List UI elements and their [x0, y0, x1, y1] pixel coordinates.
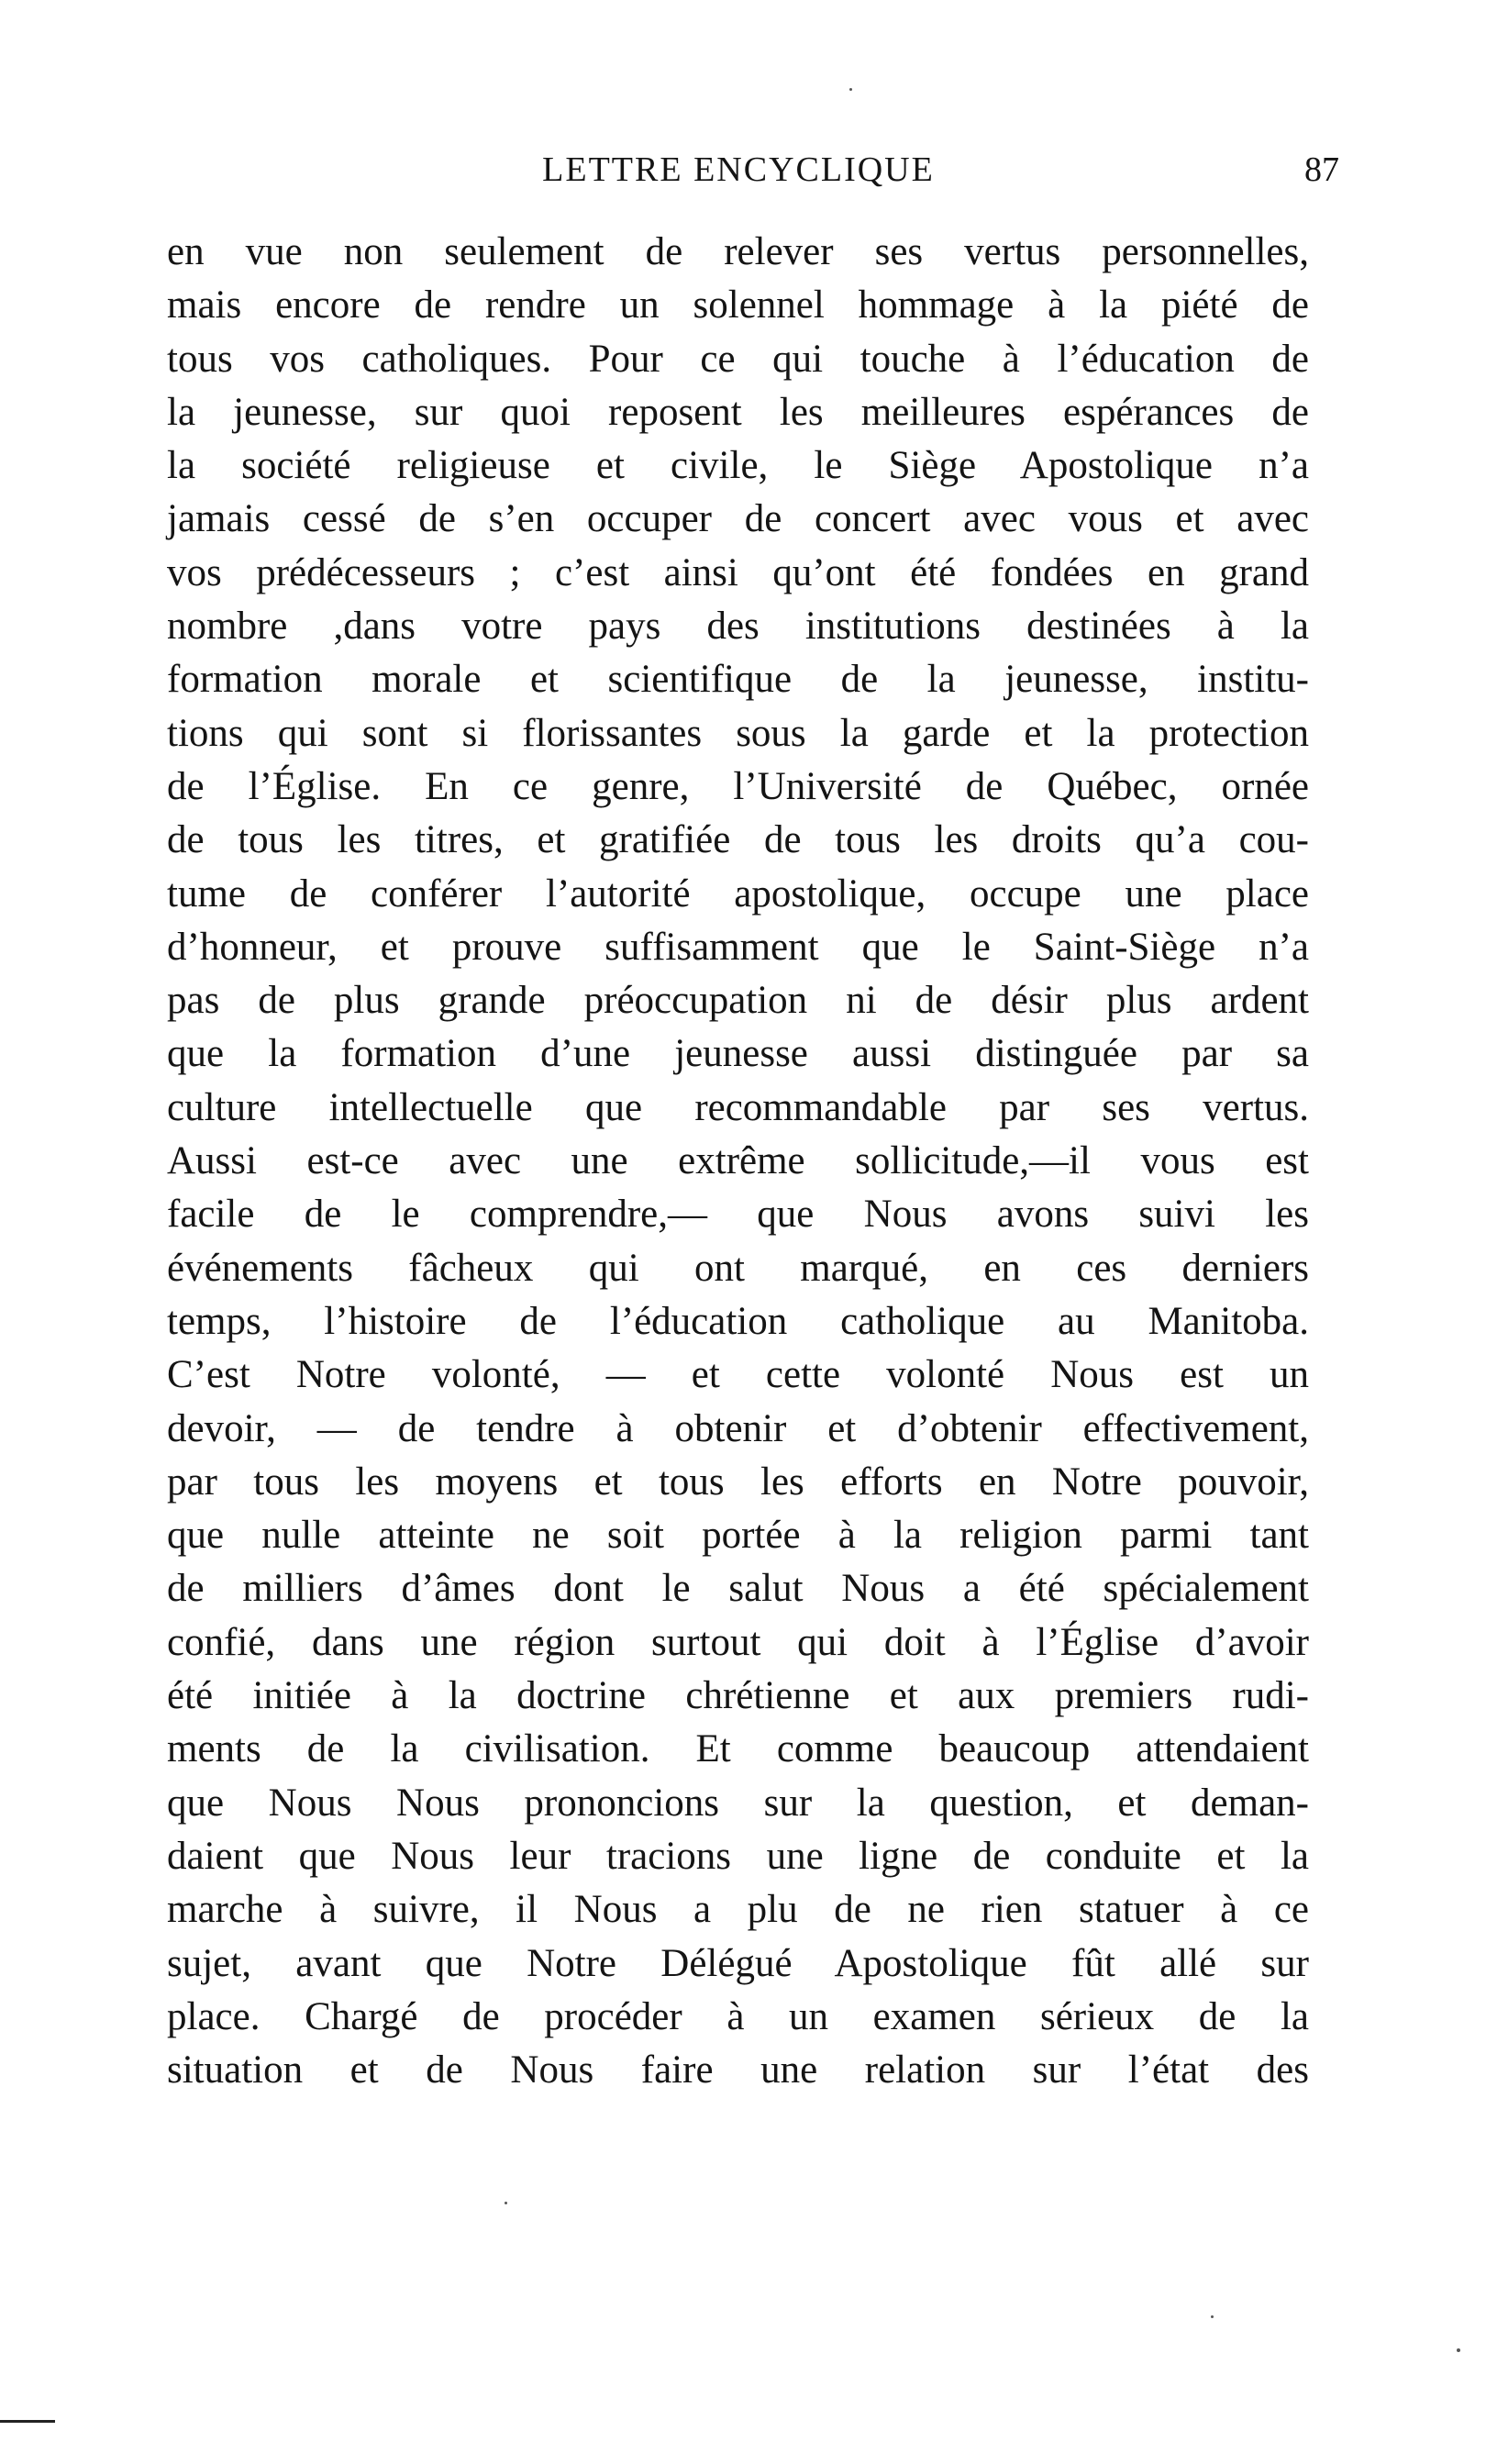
body-text	[167, 226, 1309, 2097]
text-line: été initiée à la doctrine chrétienne et aux premiers rudi-	[167, 1674, 1309, 1718]
text-line: temps, l’histoire de l’éducation catholique au Manitoba.	[167, 1299, 1309, 1343]
text-line: Aussi est-ce avec une extrême sollicitude,—il vous est	[167, 1139, 1309, 1183]
print-speck	[1211, 2315, 1214, 2318]
text-line: de l’Église. En ce genre, l’Université de Québec, ornée	[167, 764, 1309, 808]
text-line: d’honneur, et prouve suffisamment que le Saint-Siège n’a	[167, 925, 1309, 969]
text-line: que la formation d’une jeunesse aussi distinguée par sa	[167, 1032, 1309, 1076]
print-speck	[505, 2202, 507, 2204]
text-line: tume de conférer l’autorité apostolique, occupe une place	[167, 871, 1309, 916]
text-line: événements fâcheux qui ont marqué, en ces derniers	[167, 1246, 1309, 1290]
text-line: nombre ,dans votre pays des institutions destinées à la	[167, 605, 1309, 649]
text-line: jamais cessé de s’en occuper de concert avec vous et avec	[167, 497, 1309, 541]
text-line: facile de le comprendre,— que Nous avons suivi les	[167, 1193, 1309, 1237]
text-line: par tous les moyens et tous les efforts en Notre pouvoir,	[167, 1460, 1309, 1504]
text-line: que nulle atteinte ne soit portée à la religion parmi tant	[167, 1514, 1309, 1558]
text-line: que Nous Nous prononcions sur la question, et deman-	[167, 1781, 1309, 1825]
text-line: tous vos catholiques. Pour ce qui touche à l’éducation de	[167, 337, 1309, 381]
text-line: place. Chargé de procéder à un examen sérieux de la	[167, 1994, 1309, 2038]
text-line: marche à suivre, il Nous a plu de ne rien statuer à ce	[167, 1888, 1309, 1932]
text-line: de tous les titres, et gratifiée de tous les droits qu’a cou-	[167, 818, 1309, 862]
text-line: tions qui sont si florissantes sous la garde et la protection	[167, 711, 1309, 755]
text-line: situation et de Nous faire une relation sur l’état des	[167, 2048, 1309, 2092]
print-speck	[849, 88, 852, 91]
text-line: culture intellectuelle que recommandable par ses vertus.	[167, 1085, 1309, 1129]
text-line: la société religieuse et civile, le Siège Apostolique n’a	[167, 444, 1309, 488]
text-line: pas de plus grande préoccupation ni de désir plus ardent	[167, 979, 1309, 1023]
text-line: sujet, avant que Notre Délégué Apostolique fût allé sur	[167, 1941, 1309, 1985]
text-line: ments de la civilisation. Et comme beaucoup attendaient	[167, 1727, 1309, 1771]
text-line: la jeunesse, sur quoi reposent les meilleures espérances de	[167, 390, 1309, 434]
text-line: mais encore de rendre un solennel hommage à la piété de	[167, 283, 1309, 327]
print-speck	[1457, 2348, 1460, 2352]
text-line: formation morale et scientifique de la jeunesse, institu-	[167, 658, 1309, 702]
text-line: daient que Nous leur tracions une ligne de conduite et la	[167, 1834, 1309, 1878]
text-line: devoir, — de tendre à obtenir et d’obtenir effectivement,	[167, 1406, 1309, 1450]
text-line: vos prédécesseurs ; c’est ainsi qu’ont été fondées en grand	[167, 550, 1309, 594]
text-line: en vue non seulement de relever ses vertus personnelles,	[167, 230, 1309, 273]
text-line: confié, dans une région surtout qui doit à l’Église d’avoir	[167, 1620, 1309, 1664]
running-title: LETTRE ENCYCLIQUE	[542, 150, 935, 189]
page-number: 87	[1304, 150, 1339, 189]
text-line: de milliers d’âmes dont le salut Nous a été spécialement	[167, 1567, 1309, 1611]
text-line: C’est Notre volonté, — et cette volonté Nous est un	[167, 1353, 1309, 1397]
scan-edge-mark	[0, 2420, 55, 2423]
